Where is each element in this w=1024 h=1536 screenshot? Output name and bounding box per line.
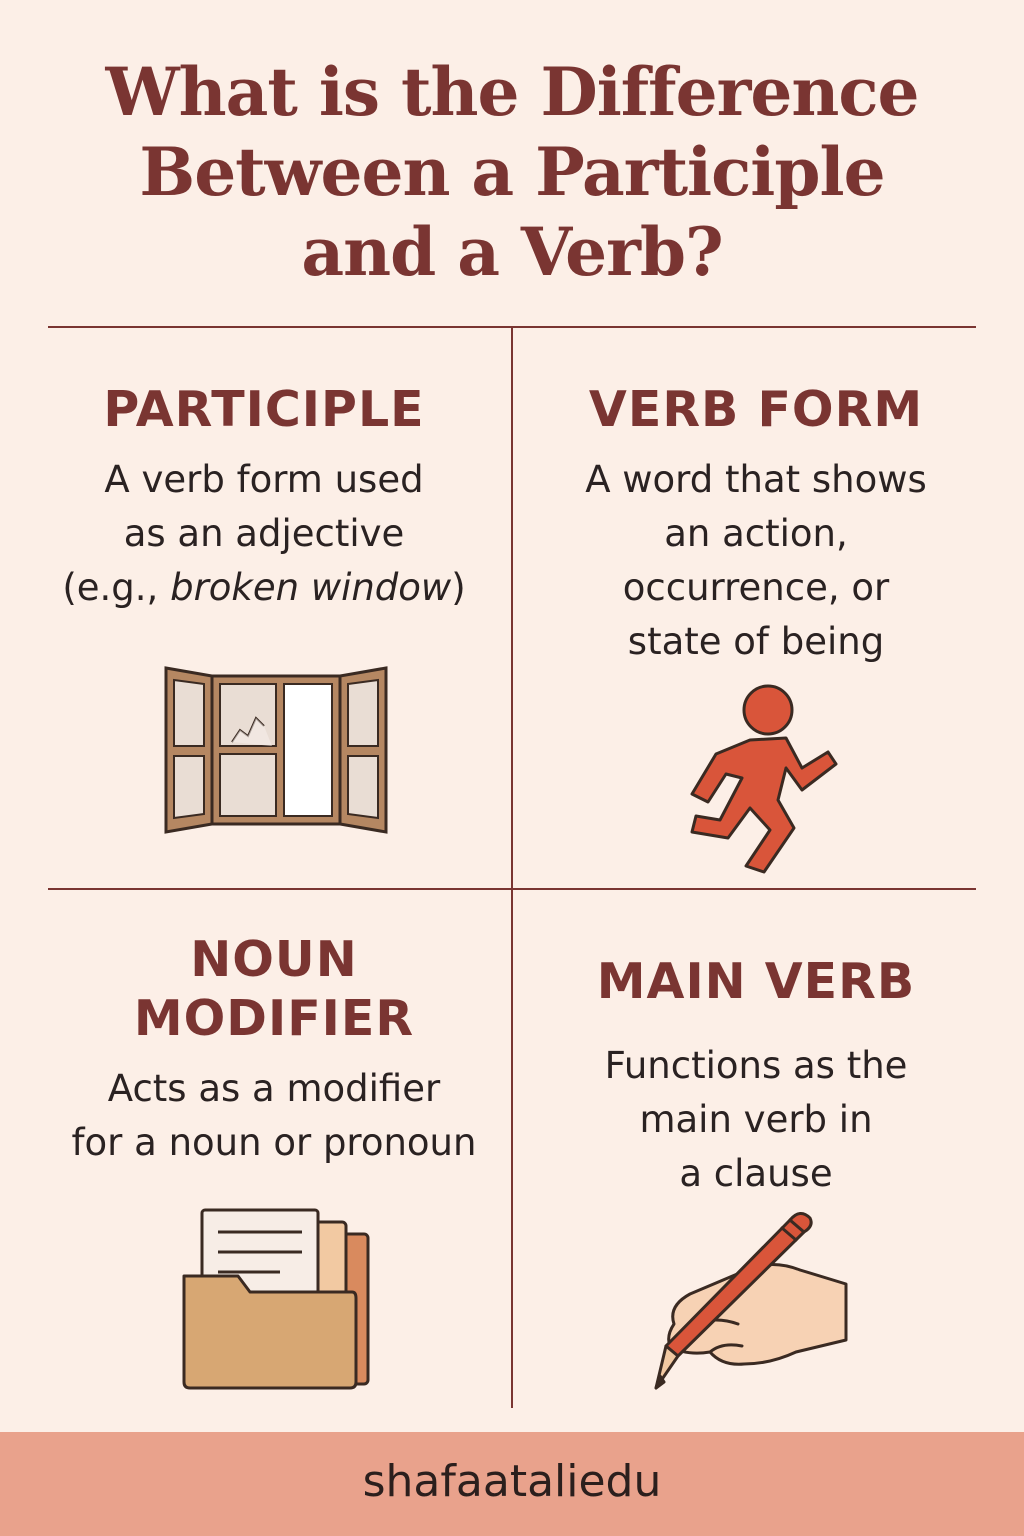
- participle-desc-line-1: A verb form used: [104, 458, 424, 501]
- noun-modifier-heading-line-1: NOUN: [190, 931, 358, 988]
- verb-form-heading: VERB FORM: [588, 381, 924, 438]
- noun-modifier-heading: [48, 930, 500, 1048]
- verb-form-desc-line-1: A word that shows: [585, 458, 927, 501]
- footer-brand: shafaataliedu: [362, 1455, 662, 1507]
- noun-modifier-desc-line-1: Acts as a modifier: [107, 1067, 441, 1110]
- page-title: [40, 52, 984, 292]
- folder-document-icon: [180, 1206, 376, 1392]
- verb-form-desc-line-2: an action,: [664, 512, 848, 555]
- main-verb-cell: [528, 952, 984, 1201]
- footer-banner: [0, 1432, 1024, 1536]
- verb-form-description: [528, 453, 984, 669]
- running-person-icon: [646, 682, 842, 878]
- title-line-3: and a Verb?: [301, 213, 723, 291]
- verb-form-desc-line-3: occurrence, or: [622, 566, 890, 609]
- main-verb-heading: MAIN VERB: [596, 953, 916, 1010]
- main-verb-desc-line-1: Functions as the: [604, 1044, 908, 1087]
- main-verb-desc-line-3: a clause: [679, 1152, 833, 1195]
- participle-desc-line-2: as an adjective: [123, 512, 405, 555]
- participle-example: [62, 566, 465, 609]
- noun-modifier-description: [48, 1062, 500, 1170]
- noun-modifier-heading-line-2: MODIFIER: [133, 990, 415, 1047]
- noun-modifier-desc-line-2: for a noun or pronoun: [71, 1121, 477, 1164]
- main-verb-desc-line-2: main verb in: [639, 1098, 873, 1141]
- verb-form-desc-line-4: state of being: [627, 620, 885, 663]
- participle-cell: [48, 380, 480, 615]
- broken-window-icon: [160, 660, 392, 840]
- main-verb-description: [528, 1039, 984, 1201]
- example-close: ): [451, 566, 466, 609]
- participle-description: [48, 453, 480, 615]
- participle-heading: PARTICIPLE: [103, 381, 425, 438]
- verb-form-cell: [528, 380, 984, 669]
- hand-writing-pencil-icon: [650, 1206, 850, 1396]
- title-line-1: What is the Difference: [105, 53, 919, 131]
- example-italic: broken window: [170, 566, 452, 609]
- title-line-2: Between a Participle: [139, 133, 885, 211]
- example-open: (e.g.,: [62, 566, 171, 609]
- noun-modifier-cell: [48, 930, 500, 1170]
- vertical-divider: [511, 328, 513, 1408]
